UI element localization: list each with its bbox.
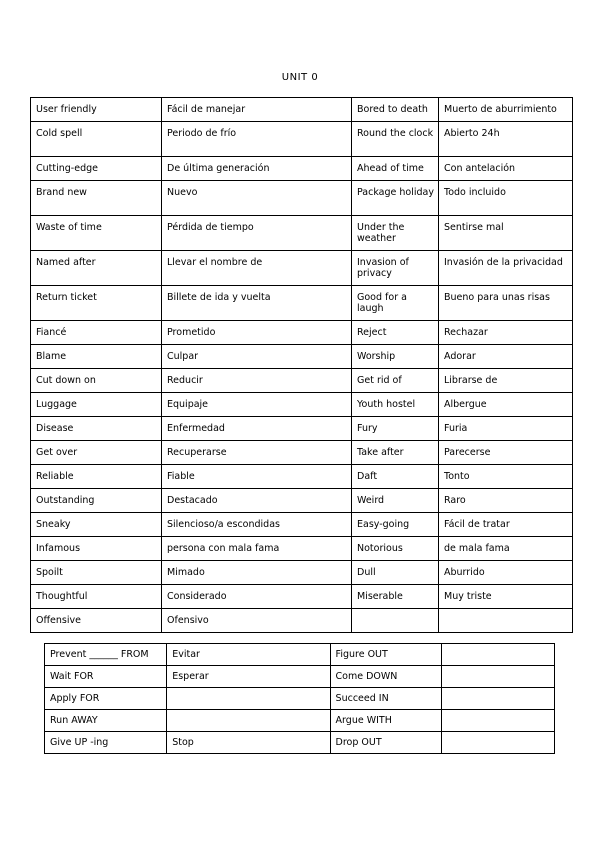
table-cell: Aburrido <box>439 561 573 585</box>
table-row <box>31 489 573 513</box>
table-cell: Sentirse mal <box>439 216 573 251</box>
table-cell: Reducir <box>162 369 352 393</box>
table-cell: Billete de ida y vuelta <box>162 286 352 321</box>
page-title: UNIT 0 <box>281 72 319 83</box>
table-cell: Abierto 24h <box>439 122 573 157</box>
table-cell: Muy triste <box>439 585 573 609</box>
table-cell: Culpar <box>162 345 352 369</box>
table-cell: Spoilt <box>31 561 162 585</box>
table-cell: Get rid of <box>352 369 439 393</box>
table-cell: Come DOWN <box>330 666 441 688</box>
table-cell: Bored to death <box>352 98 439 122</box>
table-cell: Cutting-edge <box>31 157 162 181</box>
table-row <box>45 710 555 732</box>
table-row <box>31 181 573 216</box>
table-cell: Destacado <box>162 489 352 513</box>
table-cell: Invasion of privacy <box>352 251 439 286</box>
table-cell: Periodo de frío <box>162 122 352 157</box>
table-row <box>31 561 573 585</box>
table-cell: Mimado <box>162 561 352 585</box>
table-row <box>31 216 573 251</box>
table-cell: Pérdida de tiempo <box>162 216 352 251</box>
table-cell: Parecerse <box>439 441 573 465</box>
table-row <box>45 644 555 666</box>
table-cell: Argue WITH <box>330 710 441 732</box>
table-cell: Named after <box>31 251 162 286</box>
table-cell: Run AWAY <box>45 710 167 732</box>
table-row <box>31 345 573 369</box>
table-cell <box>167 710 330 732</box>
table-cell: Wait FOR <box>45 666 167 688</box>
table-cell: Albergue <box>439 393 573 417</box>
table-cell: Under the weather <box>352 216 439 251</box>
table-cell: Furia <box>439 417 573 441</box>
table-cell: De última generación <box>162 157 352 181</box>
table-row <box>45 688 555 710</box>
table-cell: Fácil de tratar <box>439 513 573 537</box>
table-cell: Take after <box>352 441 439 465</box>
table-row <box>31 513 573 537</box>
table-cell: Prometido <box>162 321 352 345</box>
table-cell: de mala fama <box>439 537 573 561</box>
table-cell: User friendly <box>31 98 162 122</box>
table-row <box>31 369 573 393</box>
table-cell: Llevar el nombre de <box>162 251 352 286</box>
table-cell <box>441 666 554 688</box>
table-cell: Drop OUT <box>330 732 441 754</box>
table-cell <box>441 710 554 732</box>
table-cell: Muerto de aburrimiento <box>439 98 573 122</box>
table-cell: Weird <box>352 489 439 513</box>
table-row <box>31 286 573 321</box>
table-cell: Bueno para unas risas <box>439 286 573 321</box>
table-cell: Stop <box>167 732 330 754</box>
table-cell: Easy-going <box>352 513 439 537</box>
table-cell: Return ticket <box>31 286 162 321</box>
table-cell <box>439 609 573 633</box>
table-row <box>31 157 573 181</box>
table-cell: Rechazar <box>439 321 573 345</box>
table-row <box>45 666 555 688</box>
table-cell <box>441 732 554 754</box>
table-cell: Give UP -ing <box>45 732 167 754</box>
table-row <box>31 465 573 489</box>
table-cell: Blame <box>31 345 162 369</box>
table-cell: Ahead of time <box>352 157 439 181</box>
table-row <box>31 98 573 122</box>
table-row <box>31 321 573 345</box>
table-cell: Nuevo <box>162 181 352 216</box>
table-cell: Cut down on <box>31 369 162 393</box>
table-cell: Outstanding <box>31 489 162 513</box>
table-cell: Tonto <box>439 465 573 489</box>
table-cell: Notorious <box>352 537 439 561</box>
table-cell: Invasión de la privacidad <box>439 251 573 286</box>
table-cell: Prevent ______ FROM <box>45 644 167 666</box>
phrasal-verbs-table <box>44 643 555 754</box>
table-row <box>31 441 573 465</box>
table-cell: Evitar <box>167 644 330 666</box>
table-cell: Ofensivo <box>162 609 352 633</box>
table-cell: Worship <box>352 345 439 369</box>
table-row <box>31 251 573 286</box>
table-cell: Succeed IN <box>330 688 441 710</box>
table-cell: persona con mala fama <box>162 537 352 561</box>
table-cell: Fiancé <box>31 321 162 345</box>
table-cell: Cold spell <box>31 122 162 157</box>
table-cell: Brand new <box>31 181 162 216</box>
table-cell: Luggage <box>31 393 162 417</box>
table-row <box>31 585 573 609</box>
table-cell: Raro <box>439 489 573 513</box>
table-cell: Fiable <box>162 465 352 489</box>
table-cell: Silencioso/a escondidas <box>162 513 352 537</box>
table-row <box>45 732 555 754</box>
table-cell: Offensive <box>31 609 162 633</box>
table-cell: Recuperarse <box>162 441 352 465</box>
table-cell: Fácil de manejar <box>162 98 352 122</box>
table-cell: Disease <box>31 417 162 441</box>
table-cell: Reliable <box>31 465 162 489</box>
table-cell: Get over <box>31 441 162 465</box>
table-cell: Thoughtful <box>31 585 162 609</box>
table-cell <box>167 688 330 710</box>
table-cell: Todo incluido <box>439 181 573 216</box>
table-cell <box>352 609 439 633</box>
vocabulary-table <box>30 97 573 633</box>
table-cell: Daft <box>352 465 439 489</box>
table-cell: Equipaje <box>162 393 352 417</box>
table-cell: Esperar <box>167 666 330 688</box>
table-cell <box>441 688 554 710</box>
table-cell: Waste of time <box>31 216 162 251</box>
table-cell: Enfermedad <box>162 417 352 441</box>
table-cell: Youth hostel <box>352 393 439 417</box>
table-cell: Fury <box>352 417 439 441</box>
table-row <box>31 609 573 633</box>
table-cell: Sneaky <box>31 513 162 537</box>
table-row <box>31 393 573 417</box>
table-cell: Con antelación <box>439 157 573 181</box>
table-cell: Reject <box>352 321 439 345</box>
table-cell: Adorar <box>439 345 573 369</box>
table-cell: Miserable <box>352 585 439 609</box>
table-cell: Infamous <box>31 537 162 561</box>
table-cell: Good for a laugh <box>352 286 439 321</box>
table-cell <box>441 644 554 666</box>
table-cell: Considerado <box>162 585 352 609</box>
table-cell: Apply FOR <box>45 688 167 710</box>
table-row <box>31 122 573 157</box>
table-row <box>31 417 573 441</box>
table-row <box>31 537 573 561</box>
table-cell: Round the clock <box>352 122 439 157</box>
table-cell: Librarse de <box>439 369 573 393</box>
table-cell: Dull <box>352 561 439 585</box>
table-cell: Figure OUT <box>330 644 441 666</box>
table-cell: Package holiday <box>352 181 439 216</box>
